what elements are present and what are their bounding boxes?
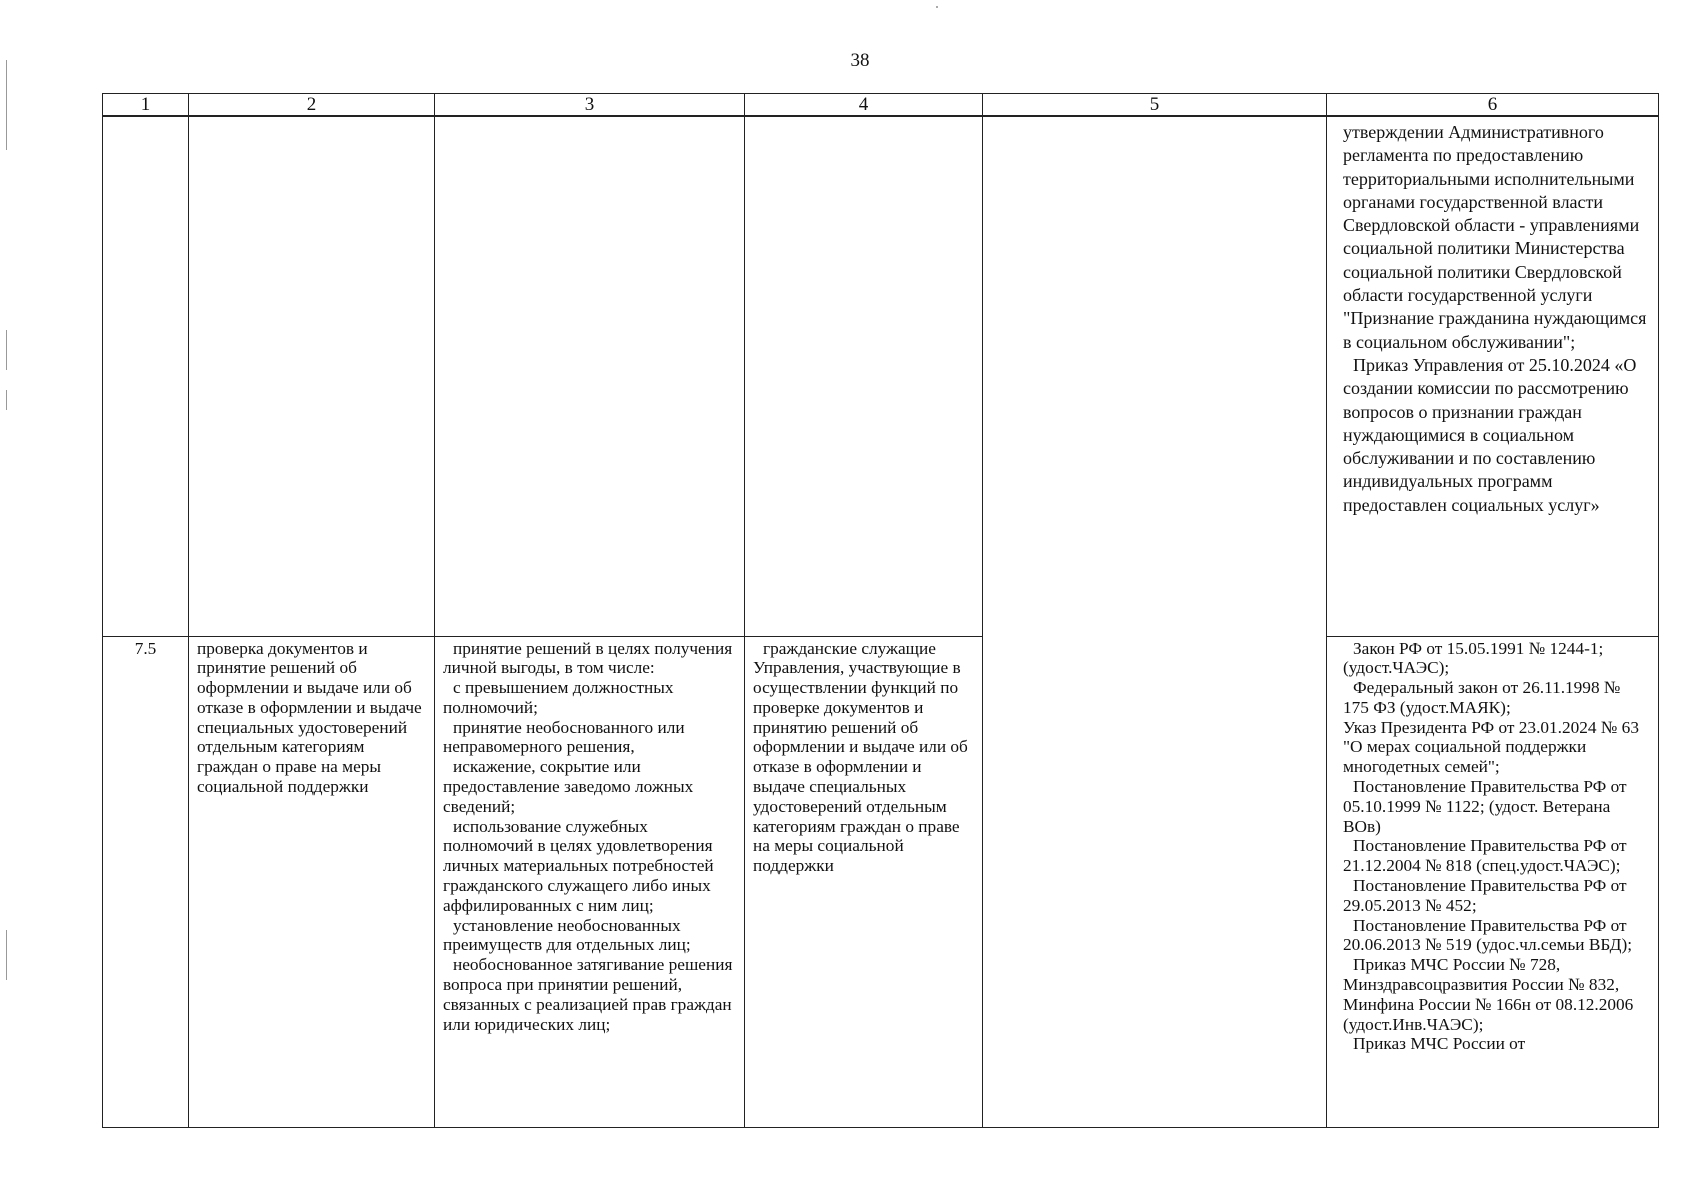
column-header-3: 3 — [435, 94, 745, 117]
header-row — [103, 94, 1659, 117]
table-row-7-5 — [103, 636, 1659, 1128]
column-header-4: 4 — [745, 94, 983, 117]
scan-speck — [936, 6, 938, 8]
cell-risks — [435, 636, 745, 1128]
cell-legal-basis — [1327, 636, 1659, 1128]
legal-basis-paragraph: Постановление Правительства РФ от 29.05.2013 № 452; — [1343, 876, 1627, 915]
continued-row — [103, 116, 1659, 636]
page-number: 38 — [850, 50, 870, 71]
cell-positions — [745, 636, 983, 1128]
row-number: 7.5 — [103, 636, 189, 1128]
cell-empty — [103, 116, 189, 636]
risk-paragraph: установление необоснованных преимуществ для отдельных лиц; — [443, 915, 691, 955]
cell-col5 — [983, 636, 1327, 1128]
positions-text: гражданские служащие Управления, участвующие в осуществлении функций по проверке документов и принятию решений об оформлении и выдаче или об отказе в оформлении и выдаче специальных удостоверений отдельным категориям граждан о праве на меры социальной поддержки — [753, 638, 968, 876]
scan-edge-mark — [6, 930, 7, 980]
column-header-1: 1 — [103, 94, 189, 117]
cell-legal-basis-continued — [1327, 116, 1659, 636]
cell-empty — [435, 116, 745, 636]
legal-basis-paragraph: Постановление Правительства РФ от 20.06.2013 № 519 (удос.чл.семьи ВБД); — [1343, 915, 1633, 955]
legal-basis-paragraph: Приказ МЧС России № 728, Минздравсоцразвития России № 832, Минфина России № 166н от 08.12.2006 (удост.Инв.ЧАЭС); — [1343, 955, 1634, 1034]
risk-paragraph: использование служебных полномочий в целях удовлетворения личных материальных потребностей гражданского служащего либо иных аффилированных с ним лиц; — [443, 816, 714, 915]
legal-basis-paragraph: Указ Президента РФ от 23.01.2024 № 63 "О мерах социальной поддержки многодетных семей"; — [1343, 717, 1639, 777]
cell-col5 — [983, 116, 1327, 636]
scan-edge-mark — [6, 60, 7, 150]
legal-basis-paragraph: Приказ МЧС России от — [1353, 1034, 1526, 1054]
legal-basis-paragraph: Постановление Правительства РФ от 21.12.2004 № 818 (спец.удост.ЧАЭС); — [1343, 836, 1627, 876]
risk-paragraph: необоснованное затягивание решения вопроса при принятии решений, связанных с реализацией прав граждан или юридических лиц; — [443, 955, 733, 1034]
legal-basis-paragraph: утверждении Административного регламента по предоставлению территориальными исполнительными органами государственной власти Свердловской области - управлениями социальной политики Министерства социальной политики Свердловской области государственной услуги "Признание гражданина нуждающимся в социальном обслуживании"; — [1343, 122, 1647, 352]
risk-paragraph: принятие необоснованного или неправомерного решения, — [443, 717, 685, 757]
measures-table — [102, 93, 1659, 1128]
scan-edge-mark — [6, 330, 7, 370]
legal-basis-paragraph: Приказ Управления от 25.10.2024 «О создании комиссии по рассмотрению вопросов о признании граждан нуждающимися в социальном обслуживании и по составлению индивидуальных программ предоставлен социальных услуг» — [1343, 354, 1637, 515]
risk-paragraph: искажение, сокрытие или предоставление заведомо ложных сведений; — [443, 757, 694, 816]
column-header-2: 2 — [189, 94, 435, 117]
legal-basis-paragraph: Федеральный закон от 26.11.1998 № 175 ФЗ (удост.МАЯК); — [1343, 678, 1621, 717]
cell-empty — [189, 116, 435, 636]
column-header-5: 5 — [983, 94, 1327, 117]
risk-paragraph: с превышением должностных полномочий; — [443, 678, 674, 717]
legal-basis-paragraph: Постановление Правительства РФ от 05.10.1999 № 1122; (удост. Ветерана ВОв) — [1343, 777, 1627, 836]
risk-paragraph: принятие решений в целях получения личной выгоды, в том числе: — [443, 638, 733, 678]
legal-basis-paragraph: Закон РФ от 15.05.1991 № 1244-1; (удост.ЧАЭС); — [1343, 638, 1604, 678]
cell-function: проверка документов и принятие решений об оформлении и выдаче или об отказе в оформлении и выдаче специальных удостоверений отдельным категориям граждан о праве на меры социальной поддержки — [189, 636, 435, 1128]
cell-empty — [745, 116, 983, 636]
column-header-6: 6 — [1327, 94, 1659, 117]
scan-edge-mark — [6, 390, 7, 410]
